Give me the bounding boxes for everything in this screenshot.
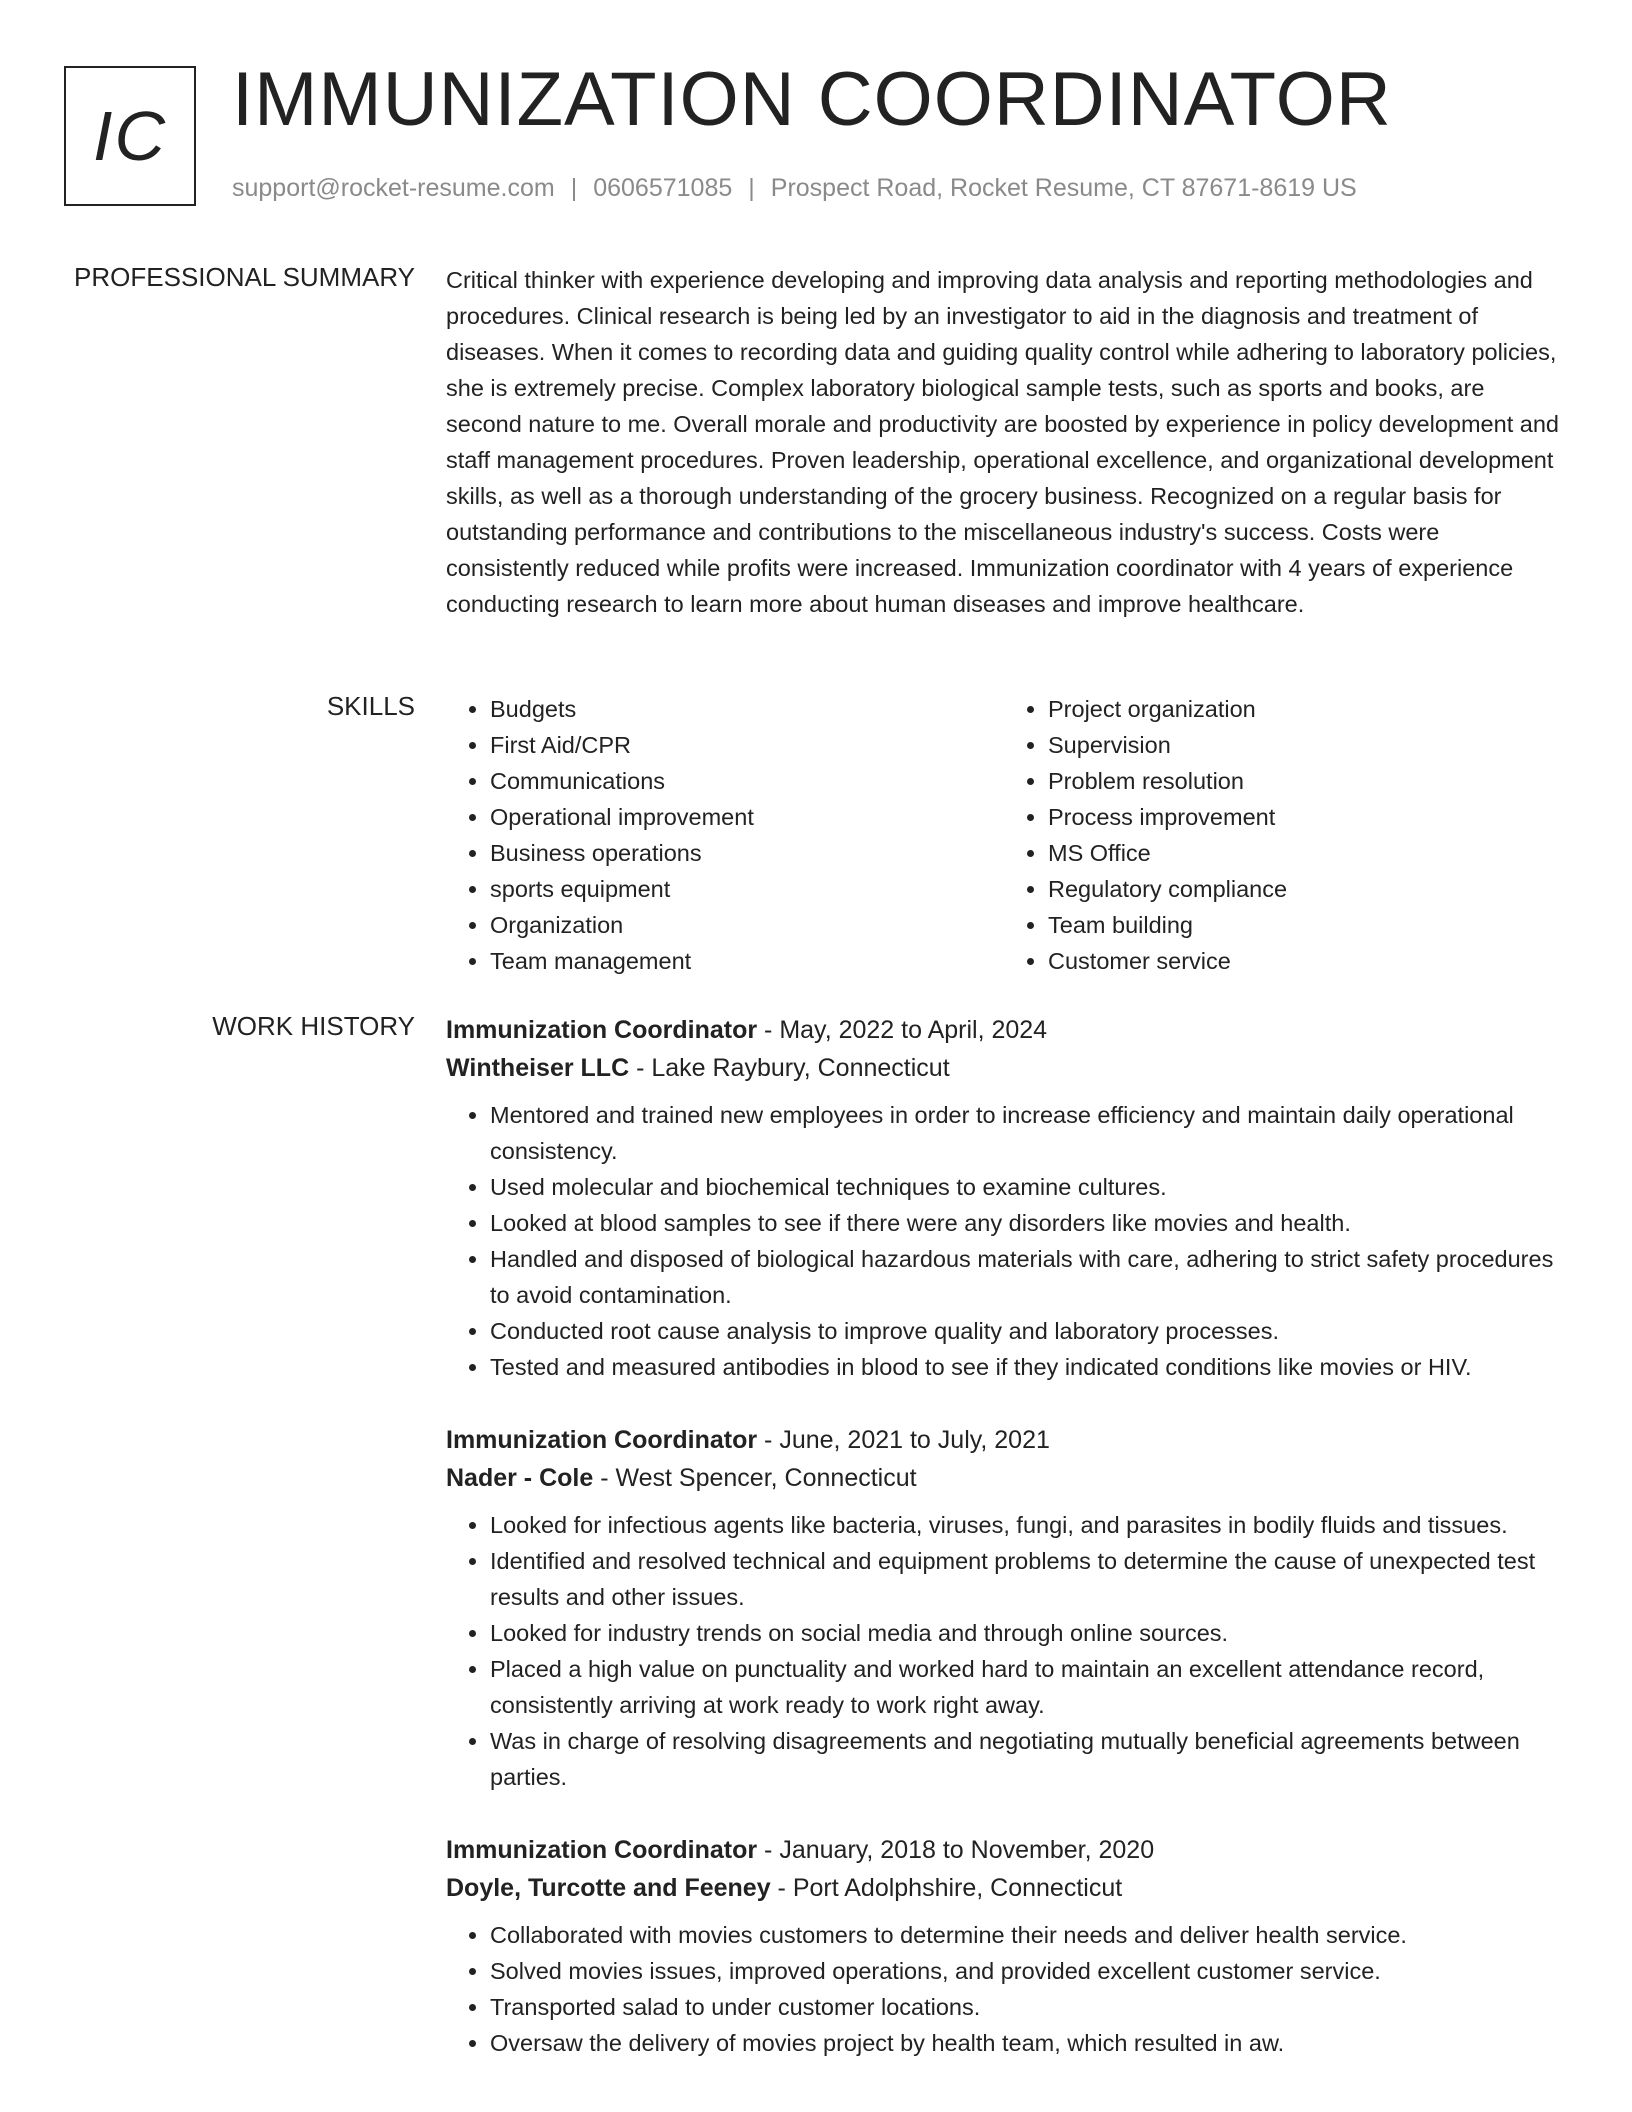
contact-email: support@rocket-resume.com bbox=[232, 174, 555, 202]
skills-list-right bbox=[1004, 691, 1562, 979]
job-title-line bbox=[446, 1421, 1562, 1459]
skill-item: • sports equipment bbox=[490, 871, 1004, 907]
job-entry bbox=[446, 1421, 1562, 1795]
candidate-name: IMMUNIZATION COORDINATOR bbox=[232, 57, 1392, 142]
monogram-box bbox=[64, 66, 196, 206]
skill-item: • Process improvement bbox=[1048, 799, 1562, 835]
job-bullet: • Placed a high value on punctuality and worked hard to maintain an excellent attendance record, consistently arriving at work ready to work right away. bbox=[490, 1651, 1562, 1723]
contact-separator: | bbox=[570, 174, 578, 202]
contact-separator: | bbox=[748, 174, 755, 202]
contact-phone: 0606571085 bbox=[593, 174, 733, 202]
job-bullet: • Looked for industry trends on social media and through online sources. bbox=[490, 1615, 1562, 1651]
job-location: - West Spencer, Connecticut bbox=[593, 1464, 917, 1492]
job-bullet: • Solved movies issues, improved operations, and provided excellent customer service. bbox=[490, 1953, 1562, 1989]
skills-label: SKILLS bbox=[326, 691, 415, 721]
job-bullets bbox=[446, 1097, 1562, 1385]
skill-item: • Organization bbox=[490, 907, 1004, 943]
job-bullet: • Looked at blood samples to see if there were any disorders like movies and health. bbox=[490, 1205, 1562, 1241]
skill-item: • Supervision bbox=[1048, 727, 1562, 763]
monogram-initials: IC bbox=[93, 97, 167, 175]
job-company: Wintheiser LLC bbox=[446, 1054, 630, 1082]
skill-item: • Communications bbox=[490, 763, 1004, 799]
job-bullet: • Was in charge of resolving disagreements and negotiating mutually beneficial agreements between parties. bbox=[490, 1723, 1562, 1795]
skill-item: • First Aid/CPR bbox=[490, 727, 1004, 763]
skill-item: • Customer service bbox=[1048, 943, 1562, 979]
job-bullet: • Mentored and trained new employees in order to increase efficiency and maintain daily operational consistency. bbox=[490, 1097, 1562, 1169]
job-company: Nader - Cole bbox=[446, 1464, 594, 1492]
job-bullet: • Tested and measured antibodies in blood to see if they indicated conditions like movies or HIV. bbox=[490, 1349, 1562, 1385]
job-bullets bbox=[446, 1507, 1562, 1795]
job-location: - Port Adolphshire, Connecticut bbox=[770, 1874, 1123, 1902]
job-bullet: • Oversaw the delivery of movies project by health team, which resulted in aw. bbox=[490, 2025, 1562, 2061]
job-bullet: • Handled and disposed of biological hazardous materials with care, adhering to strict safety procedures to avoid contamination. bbox=[490, 1241, 1562, 1313]
job-bullet: • Collaborated with movies customers to determine their needs and deliver health service. bbox=[490, 1917, 1562, 1953]
job-dates: - June, 2021 to July, 2021 bbox=[757, 1426, 1050, 1454]
job-bullet: • Looked for infectious agents like bacteria, viruses, fungi, and parasites in bodily fluids and tissues. bbox=[490, 1507, 1562, 1543]
job-dates: - May, 2022 to April, 2024 bbox=[757, 1016, 1048, 1044]
skills-list-left bbox=[446, 691, 1004, 979]
job-title: Immunization Coordinator bbox=[446, 1426, 758, 1454]
job-bullet: • Conducted root cause analysis to improve quality and laboratory processes. bbox=[490, 1313, 1562, 1349]
summary-label: PROFESSIONAL SUMMARY bbox=[74, 262, 415, 292]
job-bullet: • Transported salad to under customer locations. bbox=[490, 1989, 1562, 2025]
job-title: Immunization Coordinator bbox=[446, 1016, 758, 1044]
contact-line bbox=[232, 174, 1357, 203]
job-title-line bbox=[446, 1831, 1562, 1869]
job-entry bbox=[446, 1831, 1562, 2061]
job-location: - Lake Raybury, Connecticut bbox=[629, 1054, 950, 1082]
skill-item: • Budgets bbox=[490, 691, 1004, 727]
contact-address: Prospect Road, Rocket Resume, CT 87671-8619 US bbox=[770, 174, 1357, 202]
job-bullet: • Used molecular and biochemical techniques to examine cultures. bbox=[490, 1169, 1562, 1205]
skill-item: • Team building bbox=[1048, 907, 1562, 943]
summary-text: Critical thinker with experience developing and improving data analysis and reporting methodologies and procedures. Clinical research is being led by an investigator to aid in the diagnosis and treatment of diseases. When it comes to recording data and guiding quality control while adhering to laboratory policies, she is extremely precise. Complex laboratory biological sample tests, such as sports and books, are second nature to me. Overall morale and productivity are boosted by experience in policy development and staff management procedures. Proven leadership, operational excellence, and organizational development skills, as well as a thorough understanding of the grocery business. Recognized on a regular basis for outstanding performance and contributions to the miscellaneous industry's success. Costs were consistently reduced while profits were increased. Immunization coordinator with 4 years of experience conducting research to learn more about human diseases and improve healthcare. bbox=[446, 267, 1559, 617]
job-bullet: • Identified and resolved technical and equipment problems to determine the cause of unexpected test results and other issues. bbox=[490, 1543, 1562, 1615]
work-history-label: WORK HISTORY bbox=[212, 1011, 415, 1041]
skill-item: • Team management bbox=[490, 943, 1004, 979]
skill-item: • Problem resolution bbox=[1048, 763, 1562, 799]
skill-item: • Operational improvement bbox=[490, 799, 1004, 835]
job-entry bbox=[446, 1011, 1562, 1385]
skill-item: • Business operations bbox=[490, 835, 1004, 871]
job-company-line bbox=[446, 1869, 1562, 1907]
job-title-line bbox=[446, 1011, 1562, 1049]
skill-item: • Regulatory compliance bbox=[1048, 871, 1562, 907]
job-dates: - January, 2018 to November, 2020 bbox=[757, 1836, 1155, 1864]
job-company-line bbox=[446, 1459, 1562, 1497]
skills-columns bbox=[446, 691, 1562, 979]
job-title: Immunization Coordinator bbox=[446, 1836, 758, 1864]
skill-item: • MS Office bbox=[1048, 835, 1562, 871]
skill-item: • Project organization bbox=[1048, 691, 1562, 727]
job-company-line bbox=[446, 1049, 1562, 1087]
job-bullets bbox=[446, 1917, 1562, 2061]
job-company: Doyle, Turcotte and Feeney bbox=[446, 1874, 771, 1902]
